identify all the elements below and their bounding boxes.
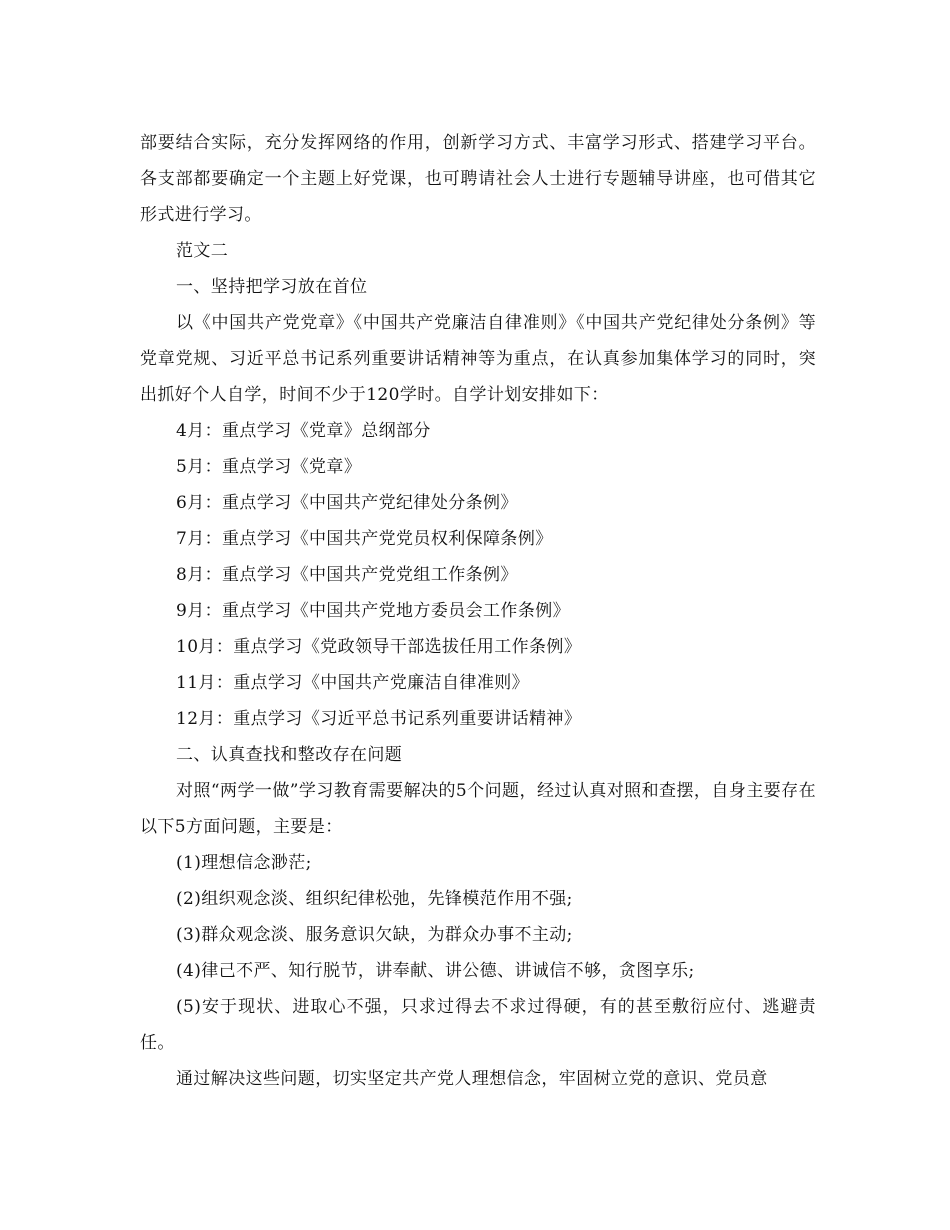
problem-item: (4)律己不严、知行脱节，讲奉献、讲公德、讲诚信不够，贪图享乐;	[176, 961, 695, 981]
closing-paragraph: 通过解决这些问题，切实坚定共产党人理想信念，牢固树立党的意识、党员意	[176, 1069, 768, 1089]
problems-intro-paragraph: 对照“两学一做”学习教育需要解决的5个问题，经过认真对照和查摆，自身主要存在以下5方面问题，主要是：	[140, 781, 816, 837]
plan-item: 7月：重点学习《中国共产党党员权利保障条例》	[176, 529, 553, 549]
plan-item: 9月：重点学习《中国共产党地方委员会工作条例》	[176, 601, 571, 621]
plan-item: 10月：重点学习《党政领导干部选拔任用工作条例》	[176, 637, 582, 657]
problem-item: (3)群众观念淡、服务意识欠缺，为群众办事不主动;	[176, 925, 573, 945]
heading-fanwen2: 范文二	[176, 241, 229, 261]
plan-item: 6月：重点学习《中国共产党纪律处分条例》	[176, 493, 518, 513]
continued-paragraph: 部要结合实际，充分发挥网络的作用，创新学习方式、丰富学习形式、搭建学习平台。各支部都要确定一个主题上好党课，也可聘请社会人士进行专题辅导讲座，也可借其它形式进行学习。	[140, 133, 816, 225]
plan-item: 4月：重点学习《党章》总纲部分	[176, 421, 431, 441]
document-page	[140, 125, 816, 1097]
problem-item: (5)安于现状、进取心不强，只求过得去不求过得硬，有的甚至敷衍应付、逃避责任。	[140, 997, 816, 1053]
problem-item: (1)理想信念渺茫;	[176, 853, 312, 873]
plan-item: 5月：重点学习《党章》	[176, 457, 362, 477]
section-heading-1: 一、坚持把学习放在首位	[176, 277, 368, 297]
section-heading-2: 二、认真查找和整改存在问题	[176, 745, 403, 765]
plan-item: 8月：重点学习《中国共产党党组工作条例》	[176, 565, 518, 585]
problem-item: (2)组织观念淡、组织纪律松弛，先锋模范作用不强;	[176, 889, 573, 909]
plan-item: 12月：重点学习《习近平总书记系列重要讲话精神》	[176, 709, 582, 729]
study-intro-paragraph: 以《中国共产党党章》《中国共产党廉洁自律准则》《中国共产党纪律处分条例》等党章党规、习近平总书记系列重要讲话精神等为重点，在认真参加集体学习的同时，突出抓好个人自学，时间不少于120学时。自学计划安排如下：	[140, 313, 816, 405]
plan-item: 11月：重点学习《中国共产党廉洁自律准则》	[176, 673, 530, 693]
